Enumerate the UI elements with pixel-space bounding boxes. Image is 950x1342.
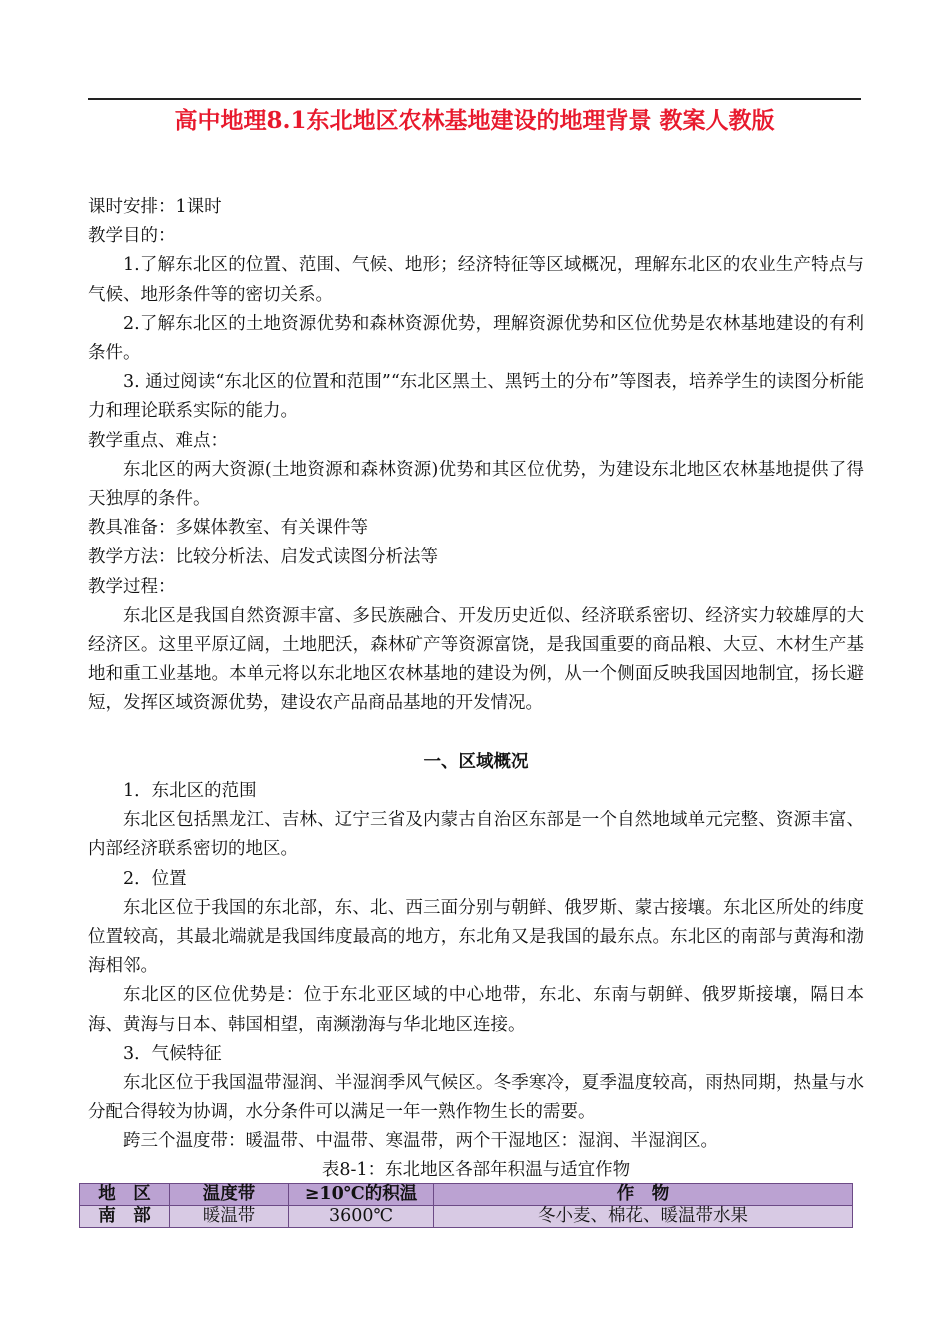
table-cell-zone: 暖温带 xyxy=(170,1205,289,1227)
location-paragraph: 东北区位于我国的东北部，东、北、西三面分别与朝鲜、俄罗斯、蒙古接壤。东北区所处的纬度位置较高，其最北端就是我国纬度最高的地方，东北角又是我国的最东点。东北区的南部与黄海和渤海相邻。 xyxy=(88,897,864,977)
header-rule xyxy=(88,98,861,100)
spacer xyxy=(88,719,864,748)
table-cell-temperature: 3600℃ xyxy=(289,1205,434,1227)
table-header-cell: 地 区 xyxy=(80,1183,170,1205)
table-caption: 表8-1：东北地区各部年积温与适宜作物 xyxy=(321,1159,631,1180)
teaching-methods: 教学方法：比较分析法、启发式读图分析法等 xyxy=(88,547,438,568)
objective-3: 3. 通过阅读“东北区的位置和范围”“东北区黑土、黑钙土的分布”等图表，培养学生的读图分析能力和理论联系实际的能力。 xyxy=(88,372,864,422)
key-points-label: 教学重点、难点： xyxy=(88,430,228,451)
subheading-range: 1．东北区的范围 xyxy=(123,781,257,802)
key-points-text: 东北区的两大资源(土地资源和森林资源)优势和其区位优势，为建设东北地区农林基地提供了得天独厚的条件。 xyxy=(88,459,864,510)
section-heading: 一、区域概况 xyxy=(423,751,529,772)
objective-1: 1.了解东北区的位置、范围、气候、地形；经济特征等区域概况，理解东北区的农业生产特点与气候、地形条件等的密切关系。 xyxy=(88,255,864,305)
document-body xyxy=(88,193,864,1228)
table-row xyxy=(80,1205,853,1227)
table-header-cell: ≥10℃的积温 xyxy=(289,1183,434,1205)
temperature-zones-paragraph: 跨三个温度带：暖温带、中温带、寒温带，两个干湿地区：湿润、半湿润区。 xyxy=(123,1131,718,1152)
table-cell-crops: 冬小麦、棉花、暖温带水果 xyxy=(434,1205,853,1227)
objective-2: 2.了解东北区的土地资源优势和森林资源优势，理解资源优势和区位优势是农林基地建设的有利条件。 xyxy=(88,313,864,364)
teaching-aids: 教具准备：多媒体教室、有关课件等 xyxy=(88,518,368,539)
objectives-label: 教学目的： xyxy=(88,226,176,247)
intro-paragraph: 东北区是我国自然资源丰富、多民族融合、开发历史近似、经济联系密切、经济实力较雄厚的大经济区。这里平原辽阔，土地肥沃，森林矿产等资源富饶，是我国重要的商品粮、大豆、木材生产基地和重工业基地。本单元将以东北地区农林基地的建设为例，从一个侧面反映我国因地制宜，扬长避短，发挥区域资源优势，建设农产品商品基地的开发情况。 xyxy=(88,605,864,714)
climate-paragraph: 东北区位于我国温带湿润、半湿润季风气候区。冬季寒冷，夏季温度较高，雨热同期，热量与水分配合得较为协调，水分条件可以满足一年一熟作物生长的需要。 xyxy=(88,1073,864,1123)
lesson-hours: 课时安排：1课时 xyxy=(88,197,222,217)
table-header-row xyxy=(80,1183,853,1205)
table-header-cell: 作 物 xyxy=(434,1183,853,1205)
table-cell-region: 南 部 xyxy=(80,1205,170,1227)
range-paragraph: 东北区包括黑龙江、吉林、辽宁三省及内蒙古自治区东部是一个自然地域单元完整、资源丰富、内部经济联系密切的地区。 xyxy=(88,810,864,860)
table-header-cell: 温度带 xyxy=(170,1183,289,1205)
subheading-climate: 3．气候特征 xyxy=(123,1043,222,1064)
location-advantage-paragraph: 东北区的区位优势是：位于东北亚区域的中心地带，东北、东南与朝鲜、俄罗斯接壤，隔日本海、黄海与日本、韩国相望，南濒渤海与华北地区连接。 xyxy=(88,985,864,1035)
page-title: 高中地理8.1东北地区农林基地建设的地理背景 教案人教版 xyxy=(174,107,775,134)
subheading-location: 2．位置 xyxy=(123,868,187,889)
process-label: 教学过程： xyxy=(88,576,176,597)
temperature-crop-table xyxy=(79,1183,853,1228)
